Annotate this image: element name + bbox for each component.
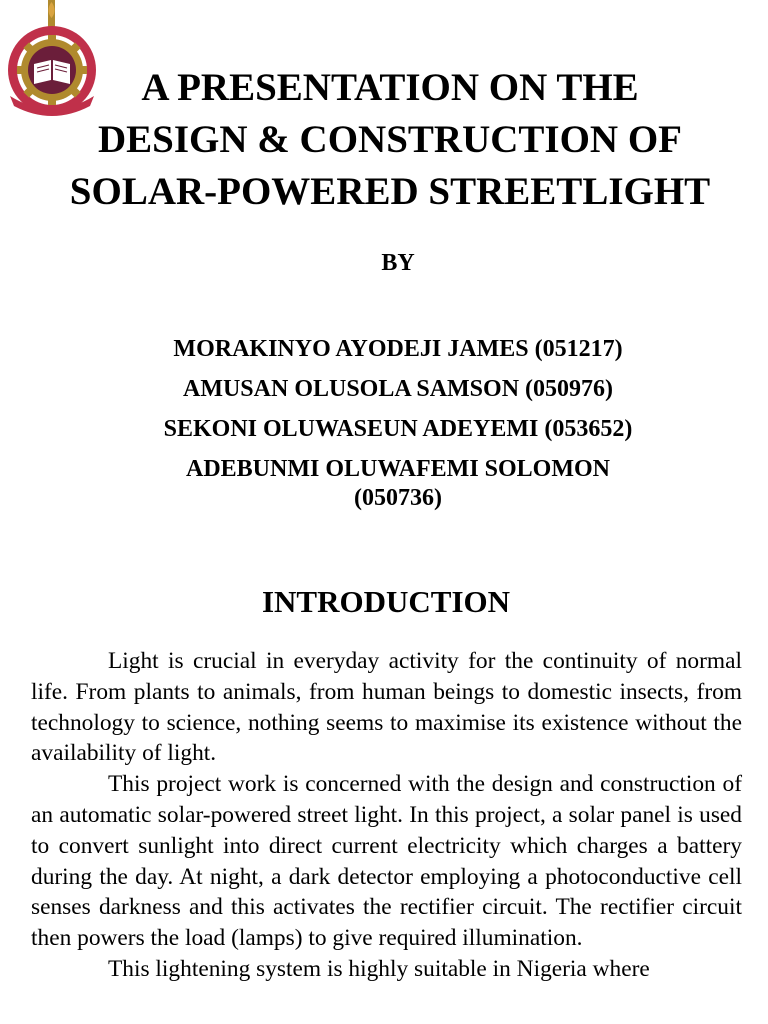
author-name: ADEBUNMI OLUWAFEMI SOLOMON [185,456,611,482]
introduction-heading: INTRODUCTION [261,584,511,619]
by-label: BY [381,250,415,276]
paragraph: Light is crucial in everyday activity for the continuity of normal life. From plants to animals, from human beings to domestic insects, from technology to science, nothing seems to maximise its existence without the availability of light. [31,648,742,767]
title-line: SOLAR-POWERED STREETLIGHT [69,170,711,213]
introduction-body [31,646,742,985]
author-name: SEKONI OLUWASEUN ADEYEMI (053652) [163,416,633,442]
title-line: DESIGN & CONSTRUCTION OF [98,118,682,161]
author-name: AMUSAN OLUSOLA SAMSON (050976) [182,376,614,402]
author-list [0,329,768,513]
presentation-title [20,62,760,218]
paragraph: This lightening system is highly suitable in Nigeria where [108,955,650,982]
title-line: A PRESENTATION ON THE [141,66,639,109]
author-id: (050736) [354,485,442,511]
paragraph: This project work is concerned with the design and construction of an automatic solar-powered street light. In this project, a solar panel is used to convert sunlight into direct current electricity which charges a battery during the day. At night, a dark detector employing a photoconductive cell senses darkness and this activates the rectifier circuit. The rectifier circuit then powers the load (lamps) to give required illumination. [31,771,742,952]
author-name: MORAKINYO AYODEJI JAMES (051217) [173,336,623,362]
